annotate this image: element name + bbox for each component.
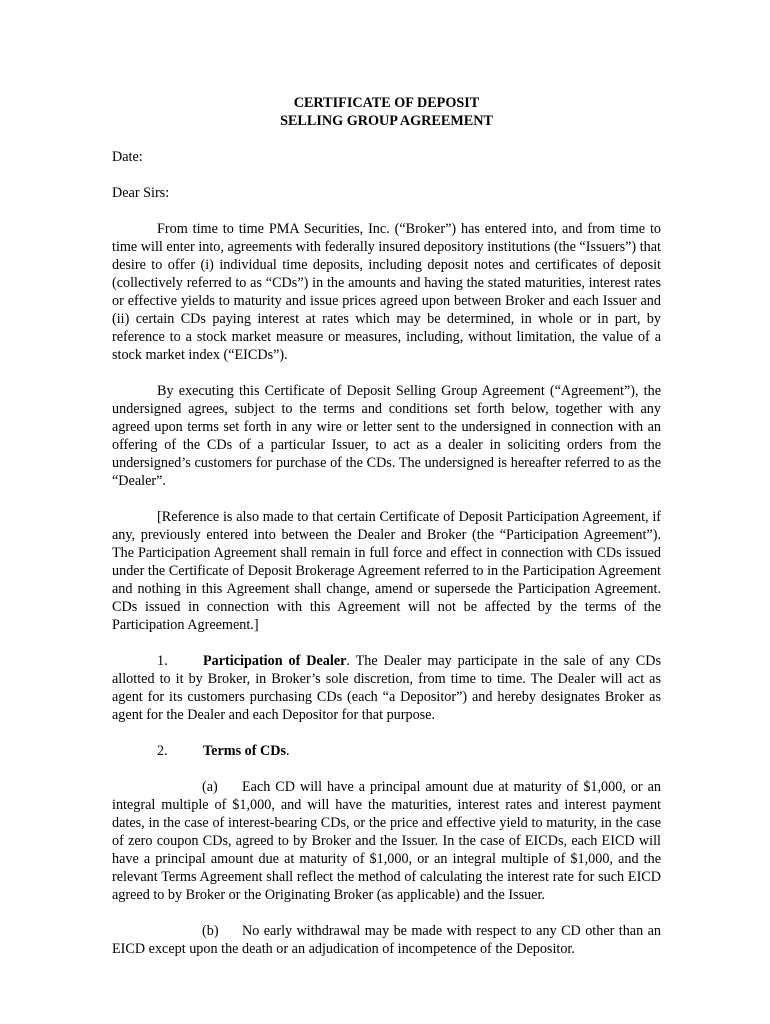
section-2-number: 2. [157, 743, 168, 759]
agreement-paragraph: By executing this Certificate of Deposit Selling Group Agreement (“Agreement”), the undersigned agrees, subject to the terms and conditions set forth below, together with any agreed upon terms set forth in any wire or letter sent to the undersigned in connection with an offering of the CDs of a particular Issuer, to act as a dealer in soliciting orders from the undersigned’s customers for purchase of the CDs. The undersigned is hereafter referred to as the “Dealer”. [112, 383, 661, 489]
section-2b-label: (b) [202, 923, 219, 939]
section-2-heading-end: . [286, 743, 290, 759]
section-2a-label: (a) [202, 779, 218, 795]
section-2-heading: Terms of CDs [203, 743, 287, 759]
title-line-1: CERTIFICATE OF DEPOSIT [293, 95, 480, 111]
section-1-heading: Participation of Dealer [203, 653, 347, 669]
section-1-number: 1. [157, 653, 168, 669]
section-2a-text: Each CD will have a principal amount due at maturity of $1,000, or an integral multiple of $1,000, and will have the maturities, interest rates and interest payment dates, in the case of interest-bearing CDs, or the price and effective yield to maturity, in the case of zero coupon CDs, agreed to by Broker and the Issuer. In the case of EICDs, each EICD will have a principal amount due at maturity of $1,000, or an integral multiple of $1,000, and the relevant Terms Agreement shall reflect the method of calculating the interest rate for such EICD agreed to by Broker or the Originating Broker (as applicable) and the Issuer. [112, 779, 661, 903]
section-1-text: . The Dealer may participate in the sale of any CDs allotted to it by Broker, in Broker’s sole discretion, from time to time. The Dealer will act as agent for its customers purchasing CDs (each “a Depositor”) and hereby designates Broker as agent for the Dealer and each Depositor for that purpose. [112, 653, 661, 723]
section-2-heading-line [112, 742, 661, 760]
reference-paragraph: [Reference is also made to that certain Certificate of Deposit Participation Agreement, if any, previously entered into between the Dealer and Broker (the “Participation Agreement”). The Participation Agreement shall remain in full force and effect in connection with CDs issued under the Certificate of Deposit Brokerage Agreement referred to in the Participation Agreement and nothing in this Agreement shall change, amend or supersede the Participation Agreement. CDs issued in connection with this Agreement will not be affected by the terms of the Participation Agreement.] [112, 509, 661, 633]
date-label: Date: [112, 149, 143, 165]
section-1 [112, 652, 661, 724]
title-line-2: SELLING GROUP AGREEMENT [280, 113, 493, 129]
section-2b [112, 922, 661, 958]
document-page [112, 94, 661, 958]
intro-paragraph: From time to time PMA Securities, Inc. (“Broker”) has entered into, and from time to time will enter into, agreements with federally insured depository institutions (the “Issuers”) that desire to offer (i) individual time deposits, including deposit notes and certificates of deposit (collectively referred to as “CDs”) in the amounts and having the stated maturities, interest rates or effective yields to maturity and issue prices agreed upon between Broker and each Issuer and (ii) certain CDs paying interest at rates which may be determined, in whole or in part, by reference to a stock market measure or measures, including, without limitation, the value of a stock market index (“EICDs”). [112, 221, 661, 363]
salutation: Dear Sirs: [112, 185, 170, 201]
section-2a [112, 778, 661, 904]
section-2b-text: No early withdrawal may be made with respect to any CD other than an EICD except upon the death or an adjudication of incompetence of the Depositor. [112, 923, 661, 957]
